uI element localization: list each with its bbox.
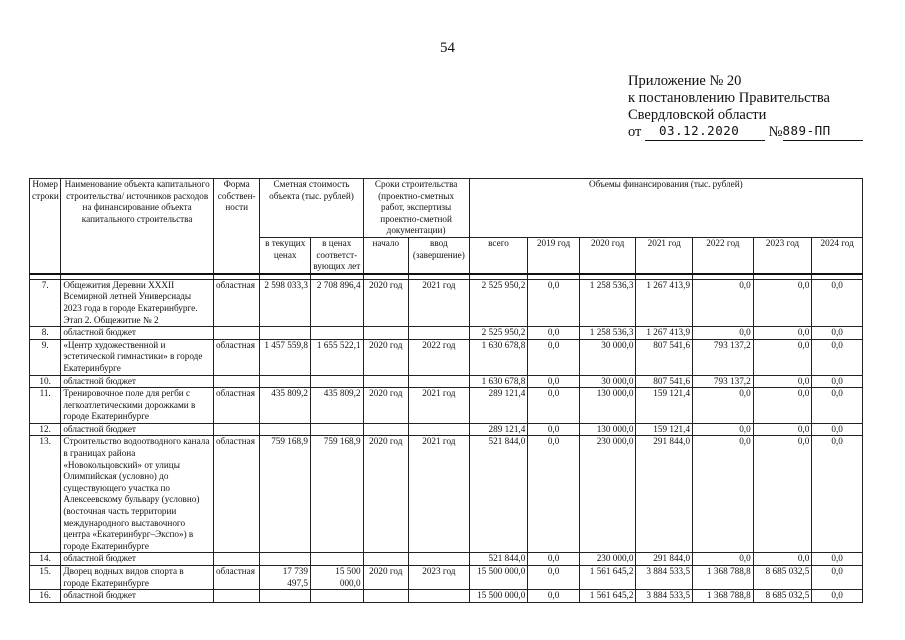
header-2022: 2022 год xyxy=(693,237,754,273)
cell-current-price xyxy=(260,375,311,388)
cell-current-price xyxy=(260,553,311,566)
cell-row-number: 16. xyxy=(30,590,61,603)
header-2019: 2019 год xyxy=(528,237,580,273)
cell-corresponding-price xyxy=(310,423,363,436)
cell-2019: 0,0 xyxy=(528,436,580,553)
cell-2021: 807 541,6 xyxy=(636,339,693,375)
cell-row-number: 8. xyxy=(30,327,61,340)
cell-2020: 30 000,0 xyxy=(579,339,636,375)
cell-2021: 1 267 413,9 xyxy=(636,279,693,326)
appendix-region: Свердловской области xyxy=(628,107,767,123)
header-row-number: Номер строки xyxy=(30,179,61,274)
cell-2024: 0,0 xyxy=(812,279,863,326)
cell-object-name: Дворец водных видов спорта в городе Екатеринбурге xyxy=(61,566,214,590)
cell-corresponding-price: 759 168,9 xyxy=(310,436,363,553)
cell-2021: 3 884 533,5 xyxy=(636,566,693,590)
from-label: от xyxy=(628,124,642,140)
header-total: всего xyxy=(469,237,528,273)
cell-2020: 1 258 536,3 xyxy=(579,279,636,326)
cell-completion: 2021 год xyxy=(409,388,470,424)
cell-2024: 0,0 xyxy=(812,375,863,388)
header-ownership: Форма собствен-ности xyxy=(213,179,259,274)
cell-object-name: «Центр художественной и эстетической гимнастики» в городе Екатеринбурге xyxy=(61,339,214,375)
appendix-title: Приложение № 20 xyxy=(628,73,742,89)
cell-total: 289 121,4 xyxy=(469,423,528,436)
cell-2023: 8 685 032,5 xyxy=(753,566,812,590)
cell-2022: 0,0 xyxy=(693,279,754,326)
cell-total: 1 630 678,8 xyxy=(469,339,528,375)
cell-completion: 2021 год xyxy=(409,436,470,553)
cell-ownership xyxy=(213,590,259,603)
table-row xyxy=(30,339,863,375)
cell-corresponding-price: 2 708 896,4 xyxy=(310,279,363,326)
table-row xyxy=(30,279,863,326)
table-row xyxy=(30,423,863,436)
cell-2020: 230 000,0 xyxy=(579,436,636,553)
cell-row-number: 14. xyxy=(30,553,61,566)
cell-2023: 0,0 xyxy=(753,327,812,340)
cell-2023: 0,0 xyxy=(753,436,812,553)
cell-2024: 0,0 xyxy=(812,436,863,553)
cell-2020: 230 000,0 xyxy=(579,553,636,566)
cell-2024: 0,0 xyxy=(812,423,863,436)
cell-2021: 291 844,0 xyxy=(636,553,693,566)
cell-2024: 0,0 xyxy=(812,388,863,424)
cell-completion: 2022 год xyxy=(409,339,470,375)
cell-object-name: областной бюджет xyxy=(61,375,214,388)
cell-2022: 1 368 788,8 xyxy=(693,566,754,590)
cell-2020: 1 258 536,3 xyxy=(579,327,636,340)
cell-2019: 0,0 xyxy=(528,553,580,566)
cell-2023: 8 685 032,5 xyxy=(753,590,812,603)
header-corresponding-prices: в ценах соответст-вующих лет xyxy=(310,237,363,273)
cell-ownership xyxy=(213,553,259,566)
cell-2021: 159 121,4 xyxy=(636,388,693,424)
cell-2020: 30 000,0 xyxy=(579,375,636,388)
cell-2021: 807 541,6 xyxy=(636,375,693,388)
table-body xyxy=(30,274,863,603)
cell-current-price: 759 168,9 xyxy=(260,436,311,553)
cell-ownership: областная xyxy=(213,279,259,326)
cell-total: 1 630 678,8 xyxy=(469,375,528,388)
cell-2022: 793 137,2 xyxy=(693,375,754,388)
cell-2023: 0,0 xyxy=(753,388,812,424)
cell-object-name: областной бюджет xyxy=(61,423,214,436)
cell-2019: 0,0 xyxy=(528,279,580,326)
table-row xyxy=(30,388,863,424)
cell-object-name: Общежития Деревни XXXII Всемирной летней Универсиады 2023 года в городе Екатеринбурге. Этап 2. Общежитие № 2 xyxy=(61,279,214,326)
cell-2020: 1 561 645,2 xyxy=(579,566,636,590)
cell-2024: 0,0 xyxy=(812,590,863,603)
cell-total: 15 500 000,0 xyxy=(469,566,528,590)
cell-start: 2020 год xyxy=(363,279,408,326)
table-row xyxy=(30,553,863,566)
cell-row-number: 7. xyxy=(30,279,61,326)
cell-corresponding-price xyxy=(310,327,363,340)
cell-ownership xyxy=(213,423,259,436)
cell-2024: 0,0 xyxy=(812,327,863,340)
cell-ownership: областная xyxy=(213,436,259,553)
header-current-prices: в текущих ценах xyxy=(260,237,311,273)
cell-ownership: областная xyxy=(213,388,259,424)
cell-2023: 0,0 xyxy=(753,553,812,566)
cell-current-price: 435 809,2 xyxy=(260,388,311,424)
cell-2022: 0,0 xyxy=(693,388,754,424)
header-2020: 2020 год xyxy=(579,237,636,273)
cell-object-name: областной бюджет xyxy=(61,590,214,603)
cell-corresponding-price xyxy=(310,590,363,603)
cell-completion xyxy=(409,375,470,388)
cell-total: 521 844,0 xyxy=(469,436,528,553)
cell-start xyxy=(363,327,408,340)
cell-2024: 0,0 xyxy=(812,339,863,375)
table-row xyxy=(30,327,863,340)
cell-corresponding-price xyxy=(310,375,363,388)
cell-start: 2020 год xyxy=(363,339,408,375)
cell-completion: 2021 год xyxy=(409,279,470,326)
cell-total: 15 500 000,0 xyxy=(469,590,528,603)
cell-ownership: областная xyxy=(213,566,259,590)
cell-corresponding-price: 1 655 522,1 xyxy=(310,339,363,375)
appendix-date-number xyxy=(628,124,863,141)
cell-start: 2020 год xyxy=(363,566,408,590)
header-2023: 2023 год xyxy=(753,237,812,273)
header-financing: Объемы финансирования (тыс. рублей) xyxy=(469,179,862,238)
cell-total: 2 525 950,2 xyxy=(469,279,528,326)
cell-current-price xyxy=(260,423,311,436)
header-construction-terms: Сроки строительства (проектно-сметных работ, экспертизы проектно-сметной документации) xyxy=(363,179,469,238)
cell-current-price: 2 598 033,3 xyxy=(260,279,311,326)
cell-start xyxy=(363,553,408,566)
cell-2021: 291 844,0 xyxy=(636,436,693,553)
cell-completion xyxy=(409,327,470,340)
cell-2019: 0,0 xyxy=(528,339,580,375)
cell-total: 289 121,4 xyxy=(469,388,528,424)
header-completion: ввод (завершение) xyxy=(409,237,470,273)
date-value: 03.12.2020 xyxy=(659,123,740,138)
cell-completion xyxy=(409,553,470,566)
page-number: 54 xyxy=(440,40,455,56)
cell-start xyxy=(363,590,408,603)
cell-2020: 130 000,0 xyxy=(579,423,636,436)
appendix-block xyxy=(628,73,863,141)
header-object-name: Наименование объекта капитального строительства/ источников расходов на финансирование объекта капитального строительства xyxy=(61,179,214,274)
cell-object-name: областной бюджет xyxy=(61,327,214,340)
table-header xyxy=(30,179,863,274)
cell-current-price xyxy=(260,327,311,340)
number-value: 889-ПП xyxy=(782,123,831,138)
cell-corresponding-price xyxy=(310,553,363,566)
cell-total: 521 844,0 xyxy=(469,553,528,566)
cell-2021: 3 884 533,5 xyxy=(636,590,693,603)
number-label: № xyxy=(768,124,783,140)
cell-2021: 1 267 413,9 xyxy=(636,327,693,340)
cell-object-name: Тренировочное поле для регби с легкоатлетическими дорожками в городе Екатеринбурге xyxy=(61,388,214,424)
cell-current-price: 1 457 559,8 xyxy=(260,339,311,375)
cell-2019: 0,0 xyxy=(528,375,580,388)
cell-ownership xyxy=(213,327,259,340)
cell-2022: 1 368 788,8 xyxy=(693,590,754,603)
cell-2023: 0,0 xyxy=(753,339,812,375)
cell-start xyxy=(363,423,408,436)
cell-2023: 0,0 xyxy=(753,423,812,436)
cell-2019: 0,0 xyxy=(528,566,580,590)
cell-row-number: 10. xyxy=(30,375,61,388)
table-row xyxy=(30,375,863,388)
header-2024: 2024 год xyxy=(812,237,863,273)
cell-start xyxy=(363,375,408,388)
cell-row-number: 12. xyxy=(30,423,61,436)
cell-2019: 0,0 xyxy=(528,423,580,436)
table-row xyxy=(30,590,863,603)
cell-object-name: областной бюджет xyxy=(61,553,214,566)
date-line xyxy=(645,125,765,141)
cell-2022: 0,0 xyxy=(693,553,754,566)
cell-2023: 0,0 xyxy=(753,375,812,388)
cell-row-number: 13. xyxy=(30,436,61,553)
cell-corresponding-price: 15 500 000,0 xyxy=(310,566,363,590)
cell-2022: 0,0 xyxy=(693,436,754,553)
cell-ownership: областная xyxy=(213,339,259,375)
header-estimated-cost: Сметная стоимость объекта (тыс. рублей) xyxy=(260,179,363,238)
cell-2022: 793 137,2 xyxy=(693,339,754,375)
cell-2023: 0,0 xyxy=(753,279,812,326)
cell-2022: 0,0 xyxy=(693,327,754,340)
cell-ownership xyxy=(213,375,259,388)
cell-2024: 0,0 xyxy=(812,553,863,566)
cell-2022: 0,0 xyxy=(693,423,754,436)
cell-object-name: Строительство водоотводного канала в границах района «Новокольцовский» от улицы Олимпийская (условно) до существующего участка по Алексеевскому бульвару (условно) (восточная часть территории международного выставочного центра «Екатеринбург–Экспо») в городе Екатеринбурге xyxy=(61,436,214,553)
cell-total: 2 525 950,2 xyxy=(469,327,528,340)
cell-2019: 0,0 xyxy=(528,388,580,424)
cell-completion: 2023 год xyxy=(409,566,470,590)
cell-current-price: 17 739 497,5 xyxy=(260,566,311,590)
header-start: начало xyxy=(363,237,408,273)
number-line xyxy=(783,125,863,141)
cell-current-price xyxy=(260,590,311,603)
cell-start: 2020 год xyxy=(363,388,408,424)
cell-corresponding-price: 435 809,2 xyxy=(310,388,363,424)
cell-2019: 0,0 xyxy=(528,590,580,603)
cell-row-number: 11. xyxy=(30,388,61,424)
cell-2020: 1 561 645,2 xyxy=(579,590,636,603)
header-2021: 2021 год xyxy=(636,237,693,273)
cell-start: 2020 год xyxy=(363,436,408,553)
cell-completion xyxy=(409,590,470,603)
cell-2024: 0,0 xyxy=(812,566,863,590)
cell-2021: 159 121,4 xyxy=(636,423,693,436)
cell-2019: 0,0 xyxy=(528,327,580,340)
cell-completion xyxy=(409,423,470,436)
cell-2020: 130 000,0 xyxy=(579,388,636,424)
table-row xyxy=(30,566,863,590)
financing-table xyxy=(29,178,863,603)
table-row xyxy=(30,436,863,553)
cell-row-number: 15. xyxy=(30,566,61,590)
cell-row-number: 9. xyxy=(30,339,61,375)
appendix-resolution: к постановлению Правительства xyxy=(628,90,830,106)
